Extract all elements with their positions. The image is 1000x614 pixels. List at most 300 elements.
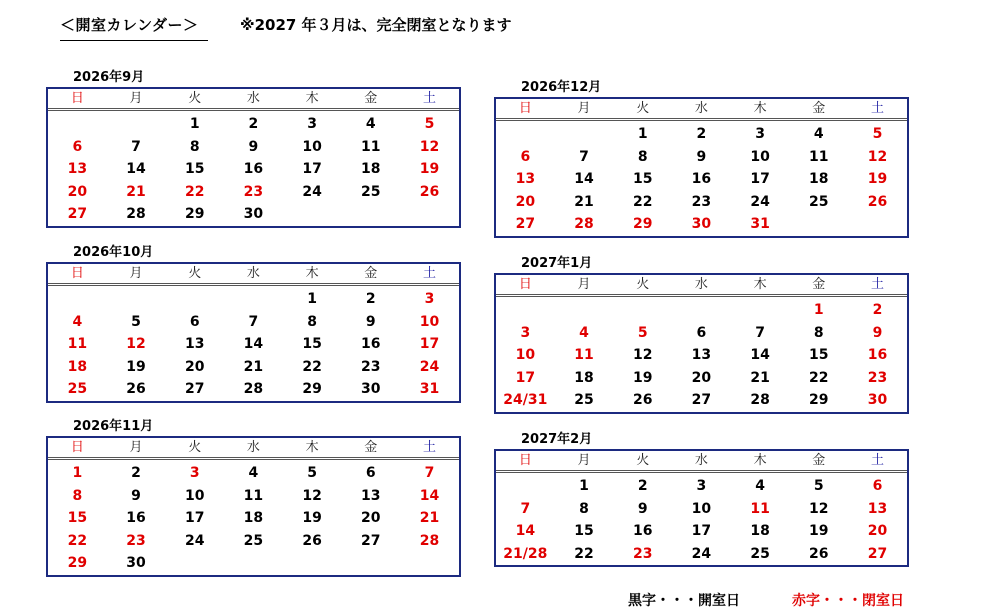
open-day: 22 <box>632 193 653 210</box>
open-day: 8 <box>189 138 200 155</box>
open-day: 11 <box>809 148 829 165</box>
open-day: 17 <box>302 161 322 178</box>
empty-day-cell <box>224 552 283 575</box>
empty-day-cell <box>400 552 459 575</box>
empty-day-cell <box>283 552 342 575</box>
open-day: 25 <box>750 545 770 562</box>
open-day: 19 <box>632 369 653 386</box>
open-day: 18 <box>361 161 381 178</box>
open-day: 24 <box>750 193 770 210</box>
empty-day-cell <box>555 123 614 146</box>
week-row <box>48 333 459 356</box>
week-row <box>496 299 907 322</box>
closed-day: 23 <box>867 369 888 386</box>
open-day: 2 <box>637 478 648 494</box>
closed-day: 13 <box>515 171 536 188</box>
open-day: 18 <box>750 523 770 540</box>
open-day: 18 <box>243 510 264 527</box>
month-label: 2026年12月 <box>521 80 602 95</box>
closed-day: 27 <box>867 545 888 562</box>
weekday-label: 月 <box>129 440 143 455</box>
closed-day: 3 <box>189 465 200 481</box>
open-day: 15 <box>632 171 653 188</box>
closed-day: 31 <box>750 216 770 233</box>
open-day: 7 <box>131 138 141 155</box>
open-day: 7 <box>248 313 259 330</box>
open-day: 13 <box>361 487 381 504</box>
calendar-grid <box>46 262 461 403</box>
weekday-label: 木 <box>753 453 767 468</box>
week-row <box>48 158 459 181</box>
weekday-label: 月 <box>129 266 143 281</box>
empty-day-cell <box>731 299 790 322</box>
open-day: 28 <box>243 381 264 398</box>
closed-day: 27 <box>515 216 536 233</box>
open-day: 18 <box>574 369 594 386</box>
open-day: 20 <box>361 510 381 527</box>
open-day: 30 <box>243 206 264 223</box>
open-day: 21 <box>750 369 770 386</box>
open-day: 29 <box>302 381 322 398</box>
closed-day: 4 <box>72 313 83 330</box>
closed-day: 23 <box>632 545 653 562</box>
closed-day: 7 <box>424 465 435 481</box>
open-day: 26 <box>302 532 322 549</box>
open-day: 27 <box>184 381 205 398</box>
week-row <box>48 113 459 136</box>
closed-day: 3 <box>424 291 435 307</box>
open-day: 8 <box>307 313 317 330</box>
open-day: 5 <box>131 313 141 330</box>
open-day: 19 <box>809 523 829 540</box>
open-day: 4 <box>813 126 824 142</box>
weekday-label: 火 <box>636 277 650 292</box>
open-day: 26 <box>632 392 653 409</box>
closed-day: 8 <box>72 487 83 504</box>
open-day: 25 <box>574 392 594 409</box>
closed-day: 11 <box>67 336 88 353</box>
month-label: 2027年2月 <box>521 432 593 447</box>
open-day: 2 <box>365 291 376 307</box>
open-day: 4 <box>248 465 259 481</box>
weekday-label: 木 <box>305 440 319 455</box>
open-day: 17 <box>184 510 205 527</box>
empty-day-cell <box>496 299 555 322</box>
empty-day-cell <box>165 552 224 575</box>
closed-day: 12 <box>867 148 888 165</box>
weekday-label: 日 <box>70 440 84 455</box>
calendar-2026-09 <box>46 70 461 228</box>
empty-day-cell <box>107 288 166 311</box>
weekday-label: 日 <box>518 277 532 292</box>
open-day: 25 <box>361 183 381 200</box>
closed-day: 23 <box>243 183 264 200</box>
week-row <box>496 146 907 169</box>
weekday-label: 金 <box>812 453 826 468</box>
open-day: 3 <box>696 478 707 494</box>
closure-notice: ※2027 年３月は、完全閉室となります <box>240 16 512 34</box>
empty-day-cell <box>789 213 848 236</box>
weekday-label: 火 <box>636 453 650 468</box>
open-day: 9 <box>637 500 648 517</box>
closed-day: 22 <box>184 183 205 200</box>
week-row <box>48 507 459 530</box>
open-day: 2 <box>696 126 707 142</box>
open-day: 23 <box>691 193 712 210</box>
open-day: 1 <box>579 478 589 494</box>
open-day: 14 <box>126 161 146 178</box>
closed-day: 10 <box>515 347 536 364</box>
closed-day: 24/31 <box>503 392 548 409</box>
open-day: 20 <box>184 358 205 375</box>
closed-day: 29 <box>632 216 653 233</box>
weekday-label: 水 <box>694 453 708 468</box>
open-day: 12 <box>302 487 322 504</box>
calendar-grid <box>46 436 461 577</box>
week-row <box>48 485 459 508</box>
closed-day: 5 <box>424 116 435 132</box>
closed-day: 1 <box>72 465 83 481</box>
weekday-label: 木 <box>305 266 319 281</box>
weekday-label: 水 <box>246 91 260 106</box>
closed-day: 9 <box>872 324 883 341</box>
week-row <box>48 552 459 575</box>
weekday-label: 火 <box>188 266 202 281</box>
open-day: 27 <box>691 392 712 409</box>
closed-day: 4 <box>579 324 589 341</box>
closed-day: 13 <box>867 500 888 517</box>
week-row <box>48 136 459 159</box>
closed-day: 20 <box>867 523 888 540</box>
closed-day: 14 <box>419 487 440 504</box>
weekday-label: 月 <box>129 91 143 106</box>
closed-day: 22 <box>67 532 88 549</box>
closed-day: 5 <box>872 126 883 142</box>
week-row <box>496 475 907 498</box>
week-row <box>496 344 907 367</box>
calendar-2027-02 <box>494 432 909 567</box>
legend-open-days: 黒字・・・開室日 <box>628 593 740 609</box>
open-day: 12 <box>632 347 653 364</box>
empty-day-cell <box>496 123 555 146</box>
closed-day: 21 <box>126 183 146 200</box>
weekday-header <box>496 275 907 297</box>
open-day: 8 <box>637 148 648 165</box>
month-label: 2026年11月 <box>73 419 154 434</box>
open-day: 2 <box>248 116 259 132</box>
open-day: 18 <box>809 171 829 188</box>
weekday-label: 月 <box>577 453 591 468</box>
closed-day: 30 <box>867 392 888 409</box>
closed-day: 5 <box>637 324 648 341</box>
month-label: 2027年1月 <box>521 256 593 271</box>
closed-day: 11 <box>750 500 770 517</box>
open-day: 25 <box>809 193 829 210</box>
closed-day: 6 <box>72 138 83 155</box>
week-row <box>496 543 907 566</box>
open-day: 6 <box>365 465 376 481</box>
week-row <box>496 498 907 521</box>
weekday-label: 土 <box>870 277 884 292</box>
open-day: 16 <box>126 510 146 527</box>
open-day: 9 <box>696 148 707 165</box>
open-day: 9 <box>131 487 141 504</box>
weekday-label: 日 <box>518 101 532 116</box>
week-row <box>496 389 907 412</box>
open-day: 10 <box>750 148 770 165</box>
open-day: 24 <box>691 545 712 562</box>
closed-day: 19 <box>419 161 440 178</box>
open-day: 15 <box>809 347 829 364</box>
empty-day-cell <box>555 299 614 322</box>
closed-day: 25 <box>67 381 88 398</box>
closed-day: 17 <box>419 336 440 353</box>
open-day: 9 <box>248 138 259 155</box>
open-day: 25 <box>243 532 264 549</box>
closed-day: 21 <box>419 510 440 527</box>
open-day: 5 <box>813 478 824 494</box>
closed-day: 27 <box>67 206 88 223</box>
weekday-label: 金 <box>364 440 378 455</box>
open-day: 26 <box>809 545 829 562</box>
empty-day-cell <box>107 113 166 136</box>
open-day: 7 <box>755 324 765 341</box>
open-day: 10 <box>302 138 322 155</box>
closed-day: 19 <box>867 171 888 188</box>
open-day: 1 <box>189 116 200 132</box>
weekday-label: 月 <box>577 101 591 116</box>
calendar-2026-11 <box>46 419 461 577</box>
closed-day: 26 <box>419 183 440 200</box>
weekday-label: 金 <box>364 266 378 281</box>
open-day: 14 <box>243 336 264 353</box>
weekday-label: 火 <box>188 91 202 106</box>
open-day: 11 <box>361 138 381 155</box>
empty-day-cell <box>613 299 672 322</box>
calendar-grid <box>494 97 909 238</box>
weekday-label: 土 <box>870 453 884 468</box>
weekday-header <box>496 451 907 473</box>
weekday-label: 金 <box>812 277 826 292</box>
closed-day: 10 <box>419 313 440 330</box>
open-day: 3 <box>307 116 317 132</box>
open-day: 30 <box>361 381 381 398</box>
calendar-2026-10 <box>46 245 461 403</box>
open-day: 27 <box>361 532 381 549</box>
closed-day: 23 <box>126 532 146 549</box>
weekday-label: 火 <box>636 101 650 116</box>
open-day: 17 <box>750 171 770 188</box>
empty-day-cell <box>48 288 107 311</box>
open-day: 24 <box>184 532 205 549</box>
open-day: 10 <box>184 487 205 504</box>
closed-day: 24 <box>419 358 440 375</box>
week-row <box>48 378 459 401</box>
weekday-header <box>496 99 907 121</box>
closed-day: 28 <box>419 532 440 549</box>
open-day: 1 <box>307 291 317 307</box>
calendar-2027-01 <box>494 256 909 414</box>
weekday-label: 金 <box>812 101 826 116</box>
weekday-label: 月 <box>577 277 591 292</box>
closed-day: 6 <box>872 478 883 494</box>
weekday-label: 土 <box>422 266 436 281</box>
open-day: 21 <box>243 358 264 375</box>
week-row <box>48 181 459 204</box>
open-day: 15 <box>574 523 594 540</box>
open-day: 4 <box>755 478 765 494</box>
closed-day: 29 <box>67 555 88 572</box>
closed-day: 6 <box>520 148 531 165</box>
weekday-header <box>48 89 459 111</box>
open-day: 21 <box>574 193 594 210</box>
open-day: 5 <box>307 465 317 481</box>
week-row <box>496 367 907 390</box>
open-day: 23 <box>361 358 381 375</box>
page-title: ＜開室カレンダー＞ <box>60 14 208 41</box>
weekday-label: 日 <box>518 453 532 468</box>
open-day: 12 <box>809 500 829 517</box>
closed-day: 12 <box>126 336 146 353</box>
open-day: 16 <box>632 523 653 540</box>
open-day: 22 <box>302 358 322 375</box>
week-row <box>496 213 907 236</box>
open-day: 6 <box>189 313 200 330</box>
closed-day: 28 <box>574 216 594 233</box>
closed-day: 21/28 <box>503 545 548 562</box>
open-day: 15 <box>184 161 205 178</box>
weekday-label: 日 <box>70 266 84 281</box>
closed-day: 20 <box>515 193 536 210</box>
weekday-header <box>48 438 459 460</box>
open-day: 6 <box>696 324 707 341</box>
calendar-grid <box>494 449 909 567</box>
week-row <box>48 462 459 485</box>
weekday-label: 土 <box>422 91 436 106</box>
open-day: 24 <box>302 183 322 200</box>
weekday-label: 火 <box>188 440 202 455</box>
open-day: 3 <box>755 126 765 142</box>
empty-day-cell <box>224 288 283 311</box>
open-day: 13 <box>691 347 712 364</box>
closed-day: 30 <box>691 216 712 233</box>
closed-day: 17 <box>515 369 536 386</box>
weekday-label: 土 <box>870 101 884 116</box>
open-day: 8 <box>813 324 824 341</box>
empty-day-cell <box>496 475 555 498</box>
open-day: 30 <box>126 555 146 572</box>
open-day: 14 <box>574 171 594 188</box>
closed-day: 16 <box>867 347 888 364</box>
closed-day: 3 <box>520 324 531 341</box>
weekday-label: 水 <box>246 266 260 281</box>
weekday-label: 日 <box>70 91 84 106</box>
weekday-label: 水 <box>246 440 260 455</box>
empty-day-cell <box>400 203 459 226</box>
empty-day-cell <box>848 213 907 236</box>
empty-day-cell <box>341 552 400 575</box>
open-day: 16 <box>691 171 712 188</box>
open-day: 29 <box>184 206 205 223</box>
closed-day: 12 <box>419 138 440 155</box>
open-day: 10 <box>691 500 712 517</box>
open-day: 14 <box>750 347 770 364</box>
week-row <box>48 530 459 553</box>
closed-day: 2 <box>872 302 883 318</box>
closed-day: 14 <box>515 523 536 540</box>
weekday-label: 水 <box>694 277 708 292</box>
weekday-label: 土 <box>422 440 436 455</box>
week-row <box>496 520 907 543</box>
weekday-label: 木 <box>753 101 767 116</box>
weekday-label: 木 <box>305 91 319 106</box>
empty-day-cell <box>165 288 224 311</box>
week-row <box>496 191 907 214</box>
empty-day-cell <box>341 203 400 226</box>
open-day: 29 <box>809 392 829 409</box>
calendar-grid <box>494 273 909 414</box>
open-day: 1 <box>637 126 648 142</box>
closed-day: 7 <box>520 500 531 517</box>
empty-day-cell <box>48 113 107 136</box>
closed-day: 15 <box>67 510 88 527</box>
month-label: 2026年10月 <box>73 245 154 260</box>
open-day: 19 <box>302 510 322 527</box>
open-day: 7 <box>579 148 589 165</box>
open-day: 26 <box>126 381 146 398</box>
weekday-label: 金 <box>364 91 378 106</box>
closed-day: 26 <box>867 193 888 210</box>
closed-day: 31 <box>419 381 440 398</box>
open-day: 13 <box>184 336 205 353</box>
week-row <box>496 322 907 345</box>
open-day: 19 <box>126 358 146 375</box>
open-day: 16 <box>361 336 381 353</box>
empty-day-cell <box>672 299 731 322</box>
open-day: 22 <box>574 545 594 562</box>
week-row <box>48 311 459 334</box>
open-day: 16 <box>243 161 264 178</box>
calendar-2026-12 <box>494 80 909 238</box>
open-day: 8 <box>579 500 589 517</box>
week-row <box>48 288 459 311</box>
open-day: 22 <box>809 369 829 386</box>
weekday-header <box>48 264 459 286</box>
closed-day: 11 <box>574 347 594 364</box>
weekday-label: 水 <box>694 101 708 116</box>
closed-day: 1 <box>813 302 824 318</box>
closed-day: 20 <box>67 183 88 200</box>
calendar-grid <box>46 87 461 228</box>
open-day: 20 <box>691 369 712 386</box>
open-day: 28 <box>750 392 770 409</box>
open-day: 9 <box>365 313 376 330</box>
closed-day: 13 <box>67 161 88 178</box>
empty-day-cell <box>283 203 342 226</box>
week-row <box>496 123 907 146</box>
open-day: 17 <box>691 523 712 540</box>
open-day: 4 <box>365 116 376 132</box>
closed-day: 18 <box>67 358 88 375</box>
week-row <box>48 356 459 379</box>
open-day: 11 <box>243 487 264 504</box>
open-day: 15 <box>302 336 322 353</box>
legend-closed-days: 赤字・・・閉室日 <box>792 593 904 609</box>
open-day: 2 <box>131 465 141 481</box>
week-row <box>496 168 907 191</box>
weekday-label: 木 <box>753 277 767 292</box>
month-label: 2026年9月 <box>73 70 145 85</box>
